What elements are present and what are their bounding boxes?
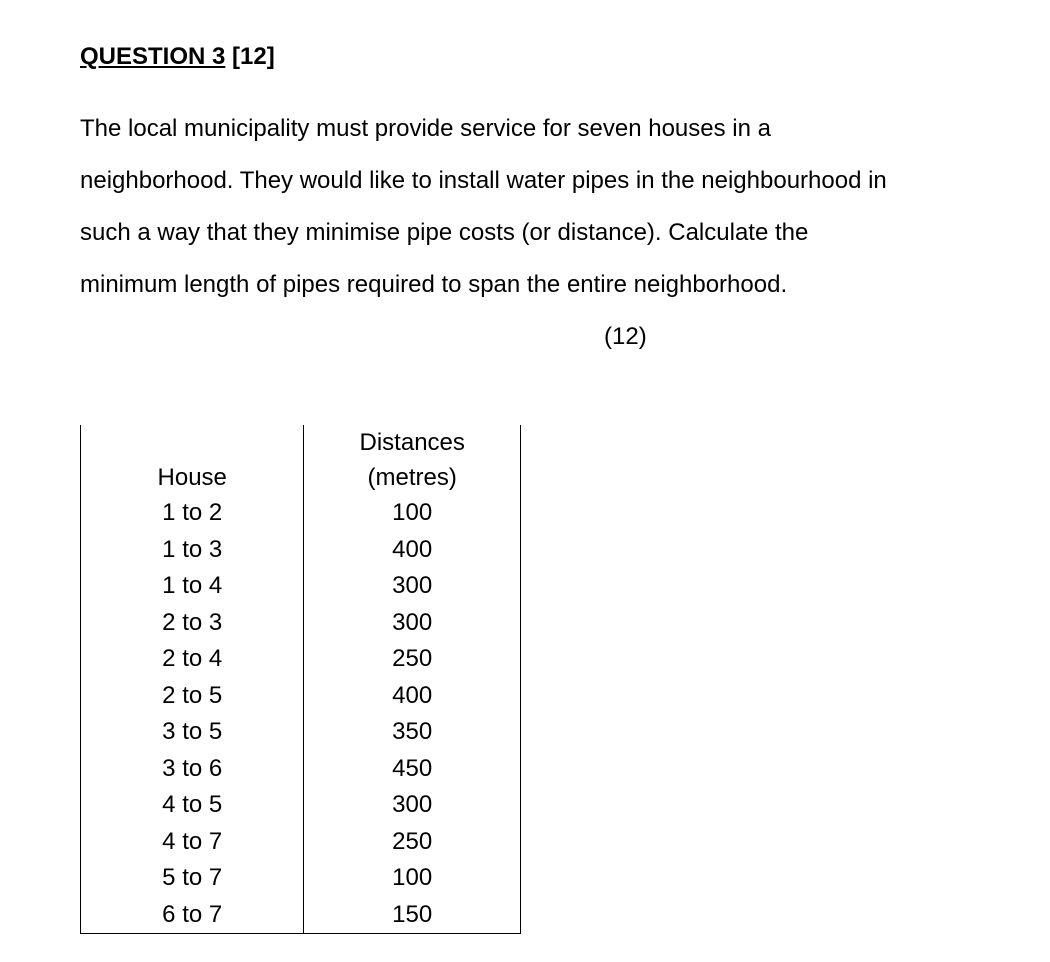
distance-header-unit: (metres): [367, 464, 457, 491]
distance-table: [80, 425, 521, 934]
house-pair-cell: 3 to 6: [81, 751, 304, 788]
house-column-header: [81, 425, 304, 495]
distance-cell: 100: [304, 495, 521, 532]
table-row: [81, 678, 521, 715]
house-pair-cell: 4 to 7: [81, 824, 304, 861]
paragraph-line: such a way that they minimise pipe costs (or distance). Calculate the: [80, 219, 809, 246]
distance-column-header: [304, 425, 521, 495]
house-pair-cell: 2 to 3: [81, 605, 304, 642]
table-row: [81, 824, 521, 861]
house-pair-cell: 2 to 5: [81, 678, 304, 715]
distance-cell: 300: [304, 605, 521, 642]
distance-cell: 300: [304, 568, 521, 605]
table-row: [81, 714, 521, 751]
table-row: [81, 751, 521, 788]
distance-header-label: Distances: [359, 429, 465, 456]
distance-cell: 400: [304, 678, 521, 715]
distance-cell: 150: [304, 897, 521, 934]
question-paragraph: [80, 103, 1040, 311]
house-pair-cell: 1 to 3: [81, 532, 304, 569]
table-row: [81, 495, 521, 532]
marks-allocation: (12): [604, 323, 647, 350]
table-row: [81, 605, 521, 642]
house-header-label: House: [157, 464, 227, 491]
paragraph-line: minimum length of pipes required to span the entire neighborhood.: [80, 271, 788, 298]
house-pair-cell: 3 to 5: [81, 714, 304, 751]
table-header-row: [81, 425, 521, 495]
table-row: [81, 897, 521, 934]
distance-cell: 300: [304, 787, 521, 824]
question-label: QUESTION 3: [80, 43, 226, 70]
table-row: [81, 787, 521, 824]
house-pair-cell: 2 to 4: [81, 641, 304, 678]
house-pair-cell: 1 to 4: [81, 568, 304, 605]
distance-cell: 400: [304, 532, 521, 569]
paragraph-line: neighborhood. They would like to install water pipes in the neighbourhood in: [80, 167, 887, 194]
table-row: [81, 568, 521, 605]
house-pair-cell: 6 to 7: [81, 897, 304, 934]
house-pair-cell: 4 to 5: [81, 787, 304, 824]
distance-cell: 100: [304, 860, 521, 897]
table-row: [81, 860, 521, 897]
distance-cell: 250: [304, 824, 521, 861]
table-row: [81, 641, 521, 678]
distance-cell: 450: [304, 751, 521, 788]
question-heading: [80, 42, 275, 72]
distance-cell: 350: [304, 714, 521, 751]
table-row: [81, 532, 521, 569]
paragraph-line: The local municipality must provide service for seven houses in a: [80, 115, 771, 142]
distance-cell: 250: [304, 641, 521, 678]
house-pair-cell: 5 to 7: [81, 860, 304, 897]
house-pair-cell: 1 to 2: [81, 495, 304, 532]
question-total-marks: [12]: [232, 43, 275, 70]
